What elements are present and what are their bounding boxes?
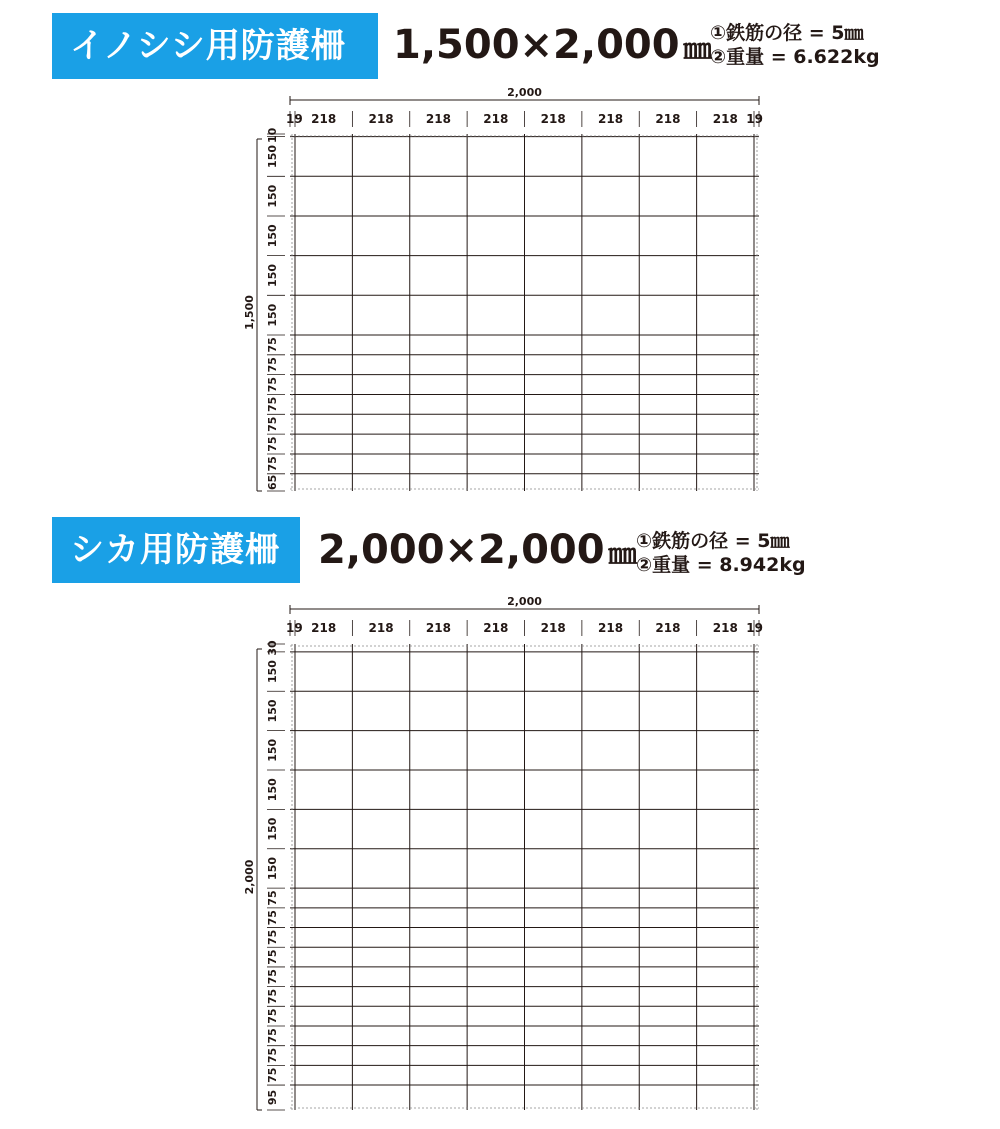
row-dimension-label: 75 xyxy=(266,1008,279,1024)
row-dimension-label: 150 xyxy=(266,660,279,684)
row-dimension-label: 65 xyxy=(266,474,279,491)
fence-size-unit: ㎜ xyxy=(608,537,637,570)
width-dimension-label: 2,000 xyxy=(507,595,542,608)
fence-size-value: 1,500×2,000 xyxy=(393,22,680,68)
height-dimension-label: 2,000 xyxy=(243,859,256,895)
column-dimension-label: 218 xyxy=(655,112,681,126)
column-dimension-label: 218 xyxy=(655,621,681,635)
column-dimension-label: 19 xyxy=(286,112,303,126)
row-dimension-label: 75 xyxy=(266,949,279,965)
row-dimension-label: 75 xyxy=(266,436,279,452)
width-dimension-label: 2,000 xyxy=(507,86,542,99)
row-dimension-label: 150 xyxy=(266,817,279,841)
row-dimension-label: 150 xyxy=(266,778,279,802)
column-dimension-label: 218 xyxy=(598,621,624,635)
spec-weight: ②重量 = 8.942kg xyxy=(636,554,806,576)
fence-size-value: 2,000×2,000 xyxy=(318,527,605,573)
column-dimension-label: 19 xyxy=(746,112,763,126)
column-dimension-label: 218 xyxy=(368,621,394,635)
fence-size-unit: ㎜ xyxy=(683,32,712,65)
fence-diagram xyxy=(0,0,1000,500)
row-dimension-label: 75 xyxy=(266,929,279,946)
row-dimension-label: 75 xyxy=(266,337,279,353)
column-dimension-label: 218 xyxy=(712,621,738,635)
height-dimension-label: 1,500 xyxy=(243,295,256,330)
row-dimension-label: 75 xyxy=(266,1067,279,1083)
row-dimension-label: 75 xyxy=(266,396,279,413)
row-dimension-label: 10 xyxy=(266,127,279,143)
column-dimension-label: 218 xyxy=(425,112,451,126)
column-dimension-label: 218 xyxy=(368,112,394,126)
row-dimension-label: 75 xyxy=(266,988,279,1005)
fence-section-boar xyxy=(0,0,1000,500)
row-dimension-label: 150 xyxy=(266,303,279,327)
row-dimension-label: 75 xyxy=(266,416,279,432)
row-dimension-label: 75 xyxy=(266,1047,279,1064)
row-dimension-label: 75 xyxy=(266,969,279,985)
column-dimension-label: 218 xyxy=(311,112,337,126)
row-dimension-label: 75 xyxy=(266,456,279,472)
column-dimension-label: 218 xyxy=(712,112,738,126)
row-dimension-label: 75 xyxy=(266,376,279,393)
row-dimension-label: 75 xyxy=(266,910,279,926)
column-dimension-label: 218 xyxy=(425,621,451,635)
column-dimension-label: 218 xyxy=(311,621,337,635)
fence-title-badge: シカ用防護柵 xyxy=(52,517,300,583)
column-dimension-label: 218 xyxy=(598,112,624,126)
fence-spec xyxy=(636,529,806,577)
row-dimension-label: 75 xyxy=(266,1028,279,1044)
row-dimension-label: 150 xyxy=(266,144,279,168)
column-dimension-label: 218 xyxy=(483,112,509,126)
column-dimension-label: 218 xyxy=(483,621,509,635)
row-dimension-label: 150 xyxy=(266,738,279,762)
spec-rebar-diameter: ①鉄筋の径 = 5㎜ xyxy=(636,530,790,552)
fence-size xyxy=(318,525,637,579)
row-dimension-label: 75 xyxy=(266,890,279,906)
column-dimension-label: 19 xyxy=(286,621,303,635)
row-dimension-label: 30 xyxy=(266,640,279,656)
spec-weight: ②重量 = 6.622kg xyxy=(710,46,880,68)
spec-rebar-diameter: ①鉄筋の径 = 5㎜ xyxy=(710,22,864,44)
row-dimension-label: 150 xyxy=(266,184,279,208)
column-dimension-label: 218 xyxy=(540,621,566,635)
row-dimension-label: 95 xyxy=(266,1089,279,1106)
row-dimension-label: 75 xyxy=(266,357,279,373)
row-dimension-label: 150 xyxy=(266,699,279,723)
row-dimension-label: 150 xyxy=(266,224,279,248)
column-dimension-label: 19 xyxy=(746,621,763,635)
fence-title-badge: イノシシ用防護柵 xyxy=(52,13,378,79)
row-dimension-label: 150 xyxy=(266,263,279,287)
row-dimension-label: 150 xyxy=(266,856,279,880)
column-dimension-label: 218 xyxy=(540,112,566,126)
